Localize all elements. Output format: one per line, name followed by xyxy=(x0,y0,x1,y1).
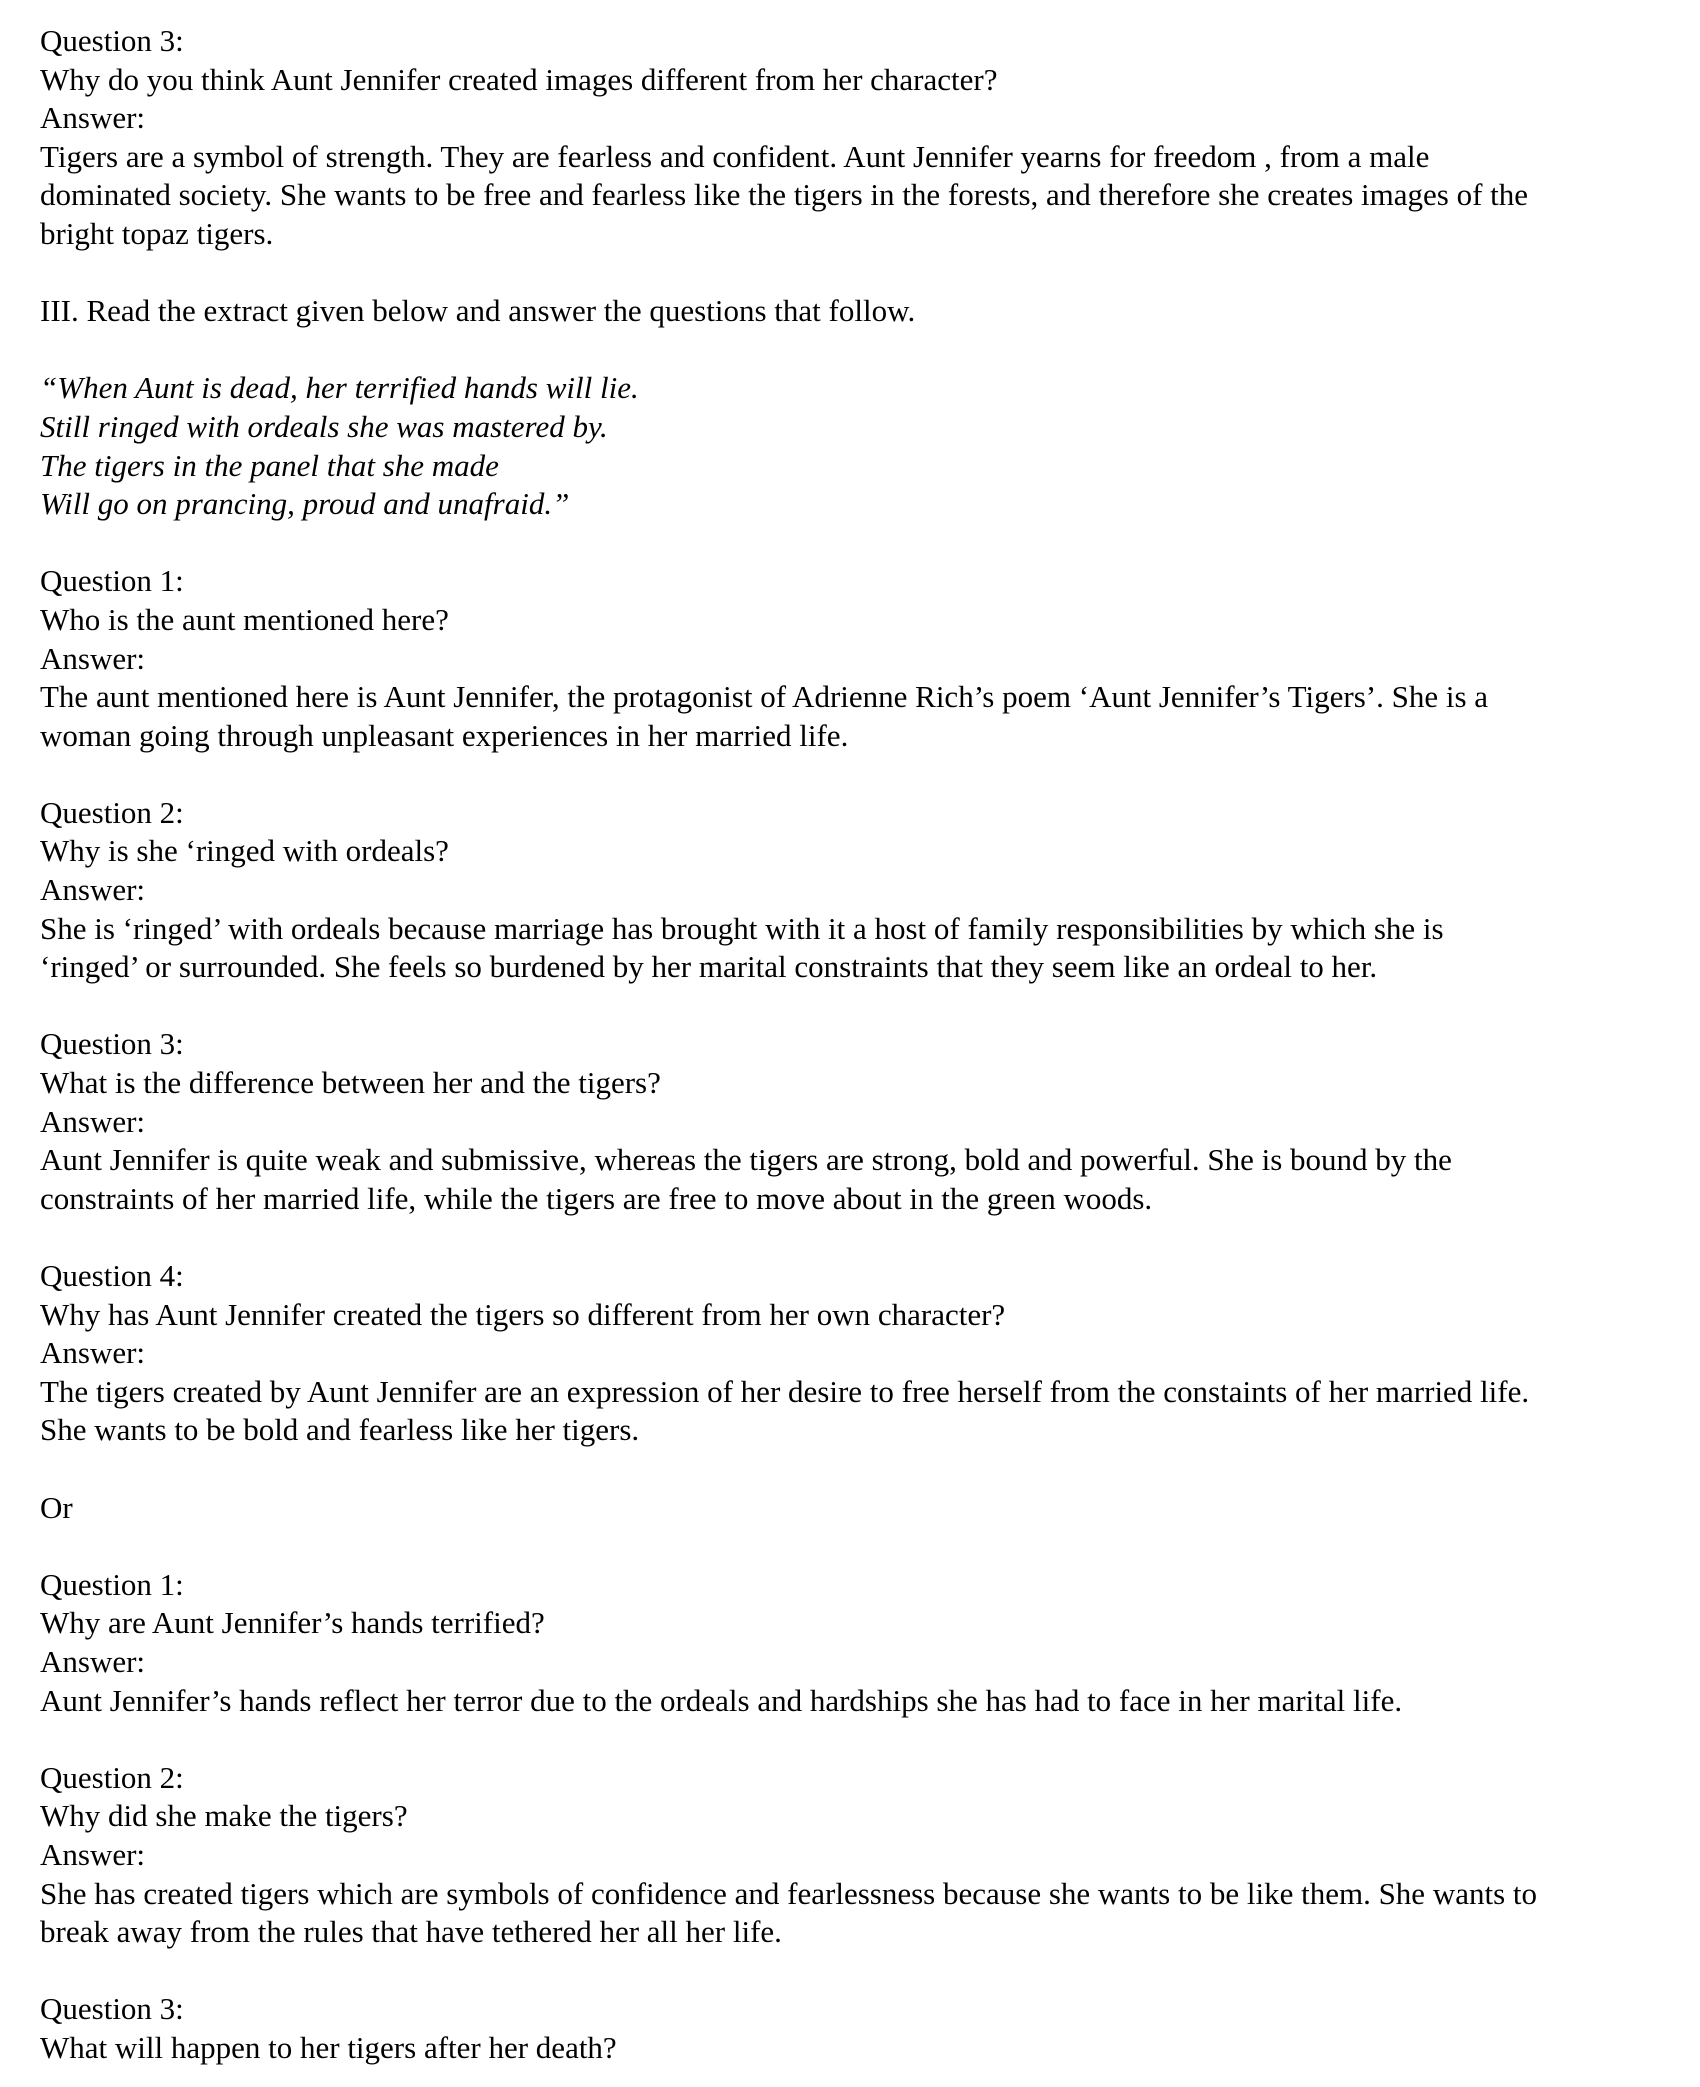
question-heading: Question 1: xyxy=(40,563,184,599)
question-heading: Question 2: xyxy=(40,1759,184,1795)
paragraph-gap xyxy=(40,1527,1670,1566)
text-line: The aunt mentioned here is Aunt Jennifer, the protagonist of Adrienne Rich’s poem ‘Aunt Jennifer’s Tigers’. She is a xyxy=(40,679,1489,715)
paragraph-gap xyxy=(40,254,1670,293)
text-line: Who is the aunt mentioned here? xyxy=(40,601,449,637)
text-line: She has created tigers which are symbols of confidence and fearlessness because she wants to be like them. She wants to xyxy=(40,1875,1538,1911)
text-line: dominated society. She wants to be free and fearless like the tigers in the forests, and therefore she creates images of the xyxy=(40,177,1529,213)
text-line: Why is she ‘ringed with ordeals? xyxy=(40,833,449,869)
text-line: Aunt Jennifer’s hands reflect her terror due to the ordeals and hardships she has had to face in her marital life. xyxy=(40,1682,1403,1718)
text-line: Tigers are a symbol of strength. They are fearless and confident. Aunt Jennifer yearns for freedom , from a male xyxy=(40,138,1430,174)
question-heading: Question 4: xyxy=(40,1258,184,1293)
answer-label: Answer: xyxy=(40,100,146,136)
text-line: Why did she make the tigers? xyxy=(40,1798,408,1834)
poem-extract-line: The tigers in the panel that she made xyxy=(40,447,499,483)
answer-label: Answer: xyxy=(40,1335,146,1371)
paragraph-gap xyxy=(40,1218,1670,1257)
paragraph-gap xyxy=(40,524,1670,563)
poem-extract-line: “When Aunt is dead, her terrified hands will lie. xyxy=(40,370,639,406)
or-separator: Or xyxy=(40,1489,73,1525)
text-line: ‘ringed’ or surrounded. She feels so burdened by her marital constraints that they seem like an ordeal to her. xyxy=(40,949,1378,985)
text-line: Why do you think Aunt Jennifer created images different from her character? xyxy=(40,61,998,97)
answer-label: Answer: xyxy=(40,1103,146,1139)
poem-extract-line: Still ringed with ordeals she was mastered by. xyxy=(40,408,608,444)
question-heading: Question 3: xyxy=(40,1991,184,2027)
text-line: Why are Aunt Jennifer’s hands terrified? xyxy=(40,1605,545,1641)
text-line: She is ‘ringed’ with ordeals because marriage has brought with it a host of family responsibilities by which she is xyxy=(40,910,1444,946)
question-heading: Question 3: xyxy=(40,1026,184,1062)
answer-label: Answer: xyxy=(40,1643,146,1679)
question-heading: Question 3: xyxy=(40,23,184,58)
text-line: Aunt Jennifer is quite weak and submissive, whereas the tigers are strong, bold and powerful. She is bound by the xyxy=(40,1142,1452,1178)
text-line: What is the difference between her and the tigers? xyxy=(40,1065,661,1101)
text-line: What will happen to her tigers after her death? xyxy=(40,2029,617,2065)
question-heading: Question 2: xyxy=(40,794,184,830)
poem-extract-line: Will go on prancing, proud and unafraid.” xyxy=(40,486,570,522)
paragraph-gap xyxy=(40,987,1670,1026)
text-line: She wants to be bold and fearless like her tigers. xyxy=(40,1412,640,1448)
text-line: The tigers created by Aunt Jennifer are an expression of her desire to free herself from the constaints of her married life. xyxy=(40,1373,1530,1409)
text-line: Why has Aunt Jennifer created the tigers so different from her own character? xyxy=(40,1296,1006,1332)
paragraph-gap xyxy=(40,331,1670,370)
paragraph-gap xyxy=(40,1952,1670,1991)
text-line: III. Read the extract given below and answer the questions that follow. xyxy=(40,293,916,329)
paragraph-gap xyxy=(40,1720,1670,1759)
text-line: woman going through unpleasant experiences in her married life. xyxy=(40,717,849,753)
answer-label: Answer: xyxy=(40,1836,146,1872)
question-heading: Question 1: xyxy=(40,1566,184,1602)
answer-label: Answer: xyxy=(40,640,146,676)
answer-label: Answer: xyxy=(40,872,146,908)
document-page xyxy=(40,22,1670,2067)
paragraph-gap xyxy=(40,755,1670,794)
text-line: break away from the rules that have tethered her all her life. xyxy=(40,1914,782,1950)
paragraph-gap xyxy=(40,1450,1670,1489)
text-line: bright topaz tigers. xyxy=(40,215,274,251)
text-line: constraints of her married life, while the tigers are free to move about in the green woods. xyxy=(40,1180,1153,1216)
